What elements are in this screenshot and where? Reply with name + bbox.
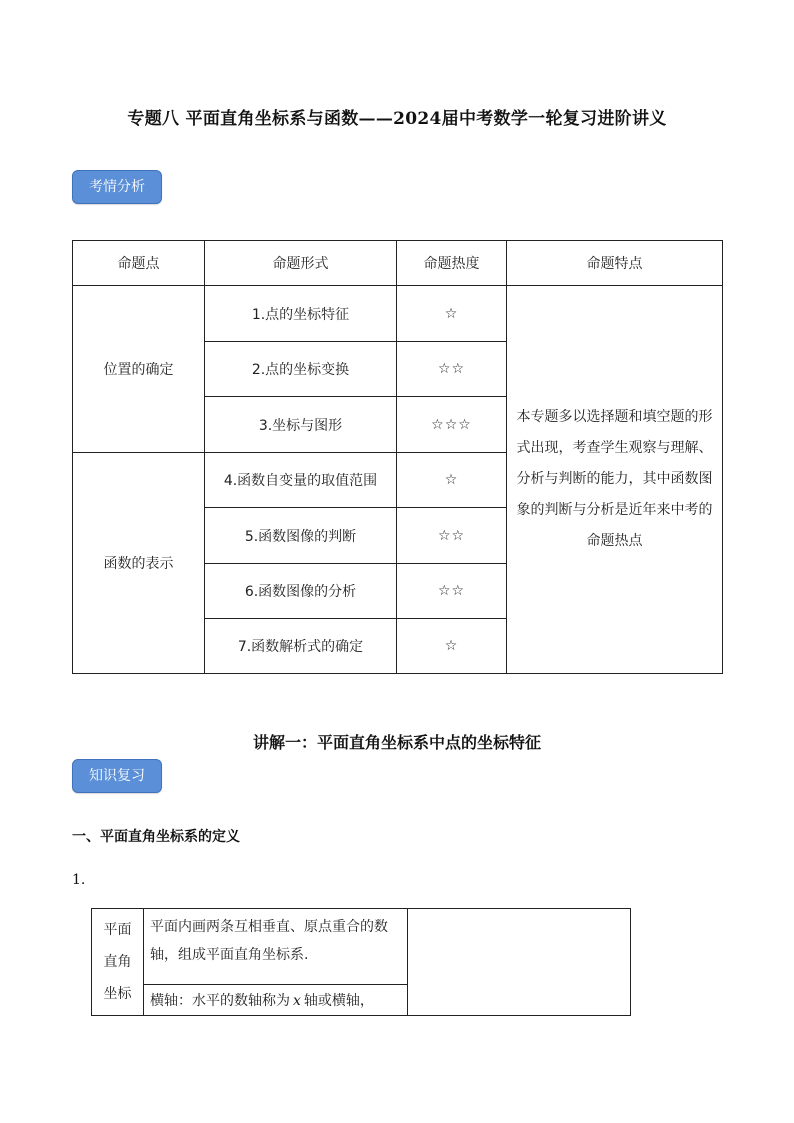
definition-row (92, 909, 631, 985)
heat-cell: ☆☆ (397, 508, 507, 564)
analysis-table (72, 240, 723, 674)
feature-cell: 本专题多以选择题和填空题的形式出现，考查学生观察与理解、分析与判断的能力，其中函数图象的判断与分析是近年来中考的命题热点 (507, 286, 723, 674)
analysis-badge: 考情分析 (72, 170, 162, 204)
topic-function: 函数的表示 (73, 453, 205, 674)
definition-table (91, 908, 631, 1016)
header-topic: 命题点 (73, 241, 205, 286)
table-header-row (73, 241, 723, 286)
axis-variable: x (293, 993, 301, 1009)
heat-cell: ☆ (397, 286, 507, 342)
item-number: 1. (72, 872, 86, 888)
axis-text-suffix: 轴或横轴， (303, 993, 374, 1009)
form-cell: 6.函数图像的分析 (205, 564, 397, 619)
lecture-heading: 讲解一：平面直角坐标系中点的坐标特征 (252, 733, 541, 752)
form-cell: 3.坐标与图形 (205, 397, 397, 453)
header-feature: 命题特点 (507, 241, 723, 286)
axis-cell (144, 985, 408, 1016)
review-badge: 知识复习 (72, 759, 162, 793)
heat-cell: ☆☆ (397, 564, 507, 619)
form-cell: 2.点的坐标变换 (205, 342, 397, 397)
topic-position: 位置的确定 (73, 286, 205, 453)
document-title: 专题八 平面直角坐标系与函数——2024届中考数学一轮复习进阶讲义 (127, 109, 667, 129)
term-line: 坐标 (103, 986, 132, 1002)
term-line: 直角 (103, 954, 132, 970)
term-line: 平面 (103, 922, 132, 938)
form-cell: 5.函数图像的判断 (205, 508, 397, 564)
header-form: 命题形式 (205, 241, 397, 286)
heat-cell: ☆☆ (397, 342, 507, 397)
form-cell: 1.点的坐标特征 (205, 286, 397, 342)
heat-cell: ☆ (397, 453, 507, 508)
heat-cell: ☆ (397, 619, 507, 674)
form-cell: 7.函数解析式的确定 (205, 619, 397, 674)
blank-cell (408, 909, 631, 1016)
table-row (73, 286, 723, 342)
section-title: 一、平面直角坐标系的定义 (72, 829, 240, 845)
form-cell: 4.函数自变量的取值范围 (205, 453, 397, 508)
term-cell (92, 909, 144, 1016)
heat-cell: ☆☆☆ (397, 397, 507, 453)
header-heat: 命题热度 (397, 241, 507, 286)
definition-cell: 平面内画两条互相垂直、原点重合的数轴，组成平面直角坐标系. (144, 909, 408, 985)
axis-text-prefix: 横轴：水平的数轴称为 (150, 993, 290, 1009)
